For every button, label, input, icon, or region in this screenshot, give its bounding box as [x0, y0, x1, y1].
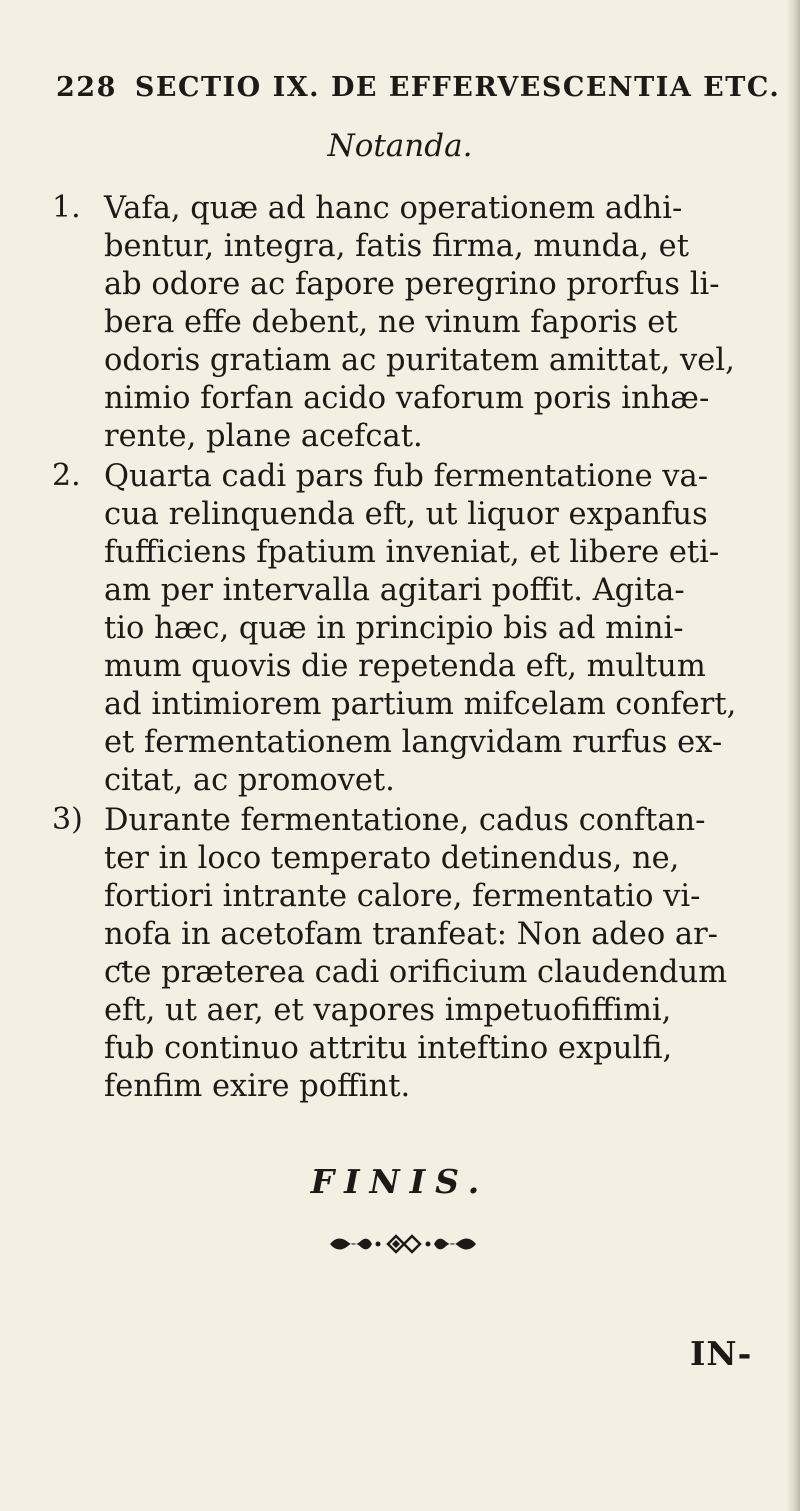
text-line: ƈte præterea cadi orificium claudendum — [104, 955, 728, 990]
catchword: IN- — [690, 1334, 753, 1373]
text-line: ad intimiorem partium mifcelam confert, — [104, 687, 737, 722]
text-line: bentur, integra, fatis firma, munda, et — [104, 229, 689, 264]
note-item-1 — [52, 190, 772, 456]
text-line: Durante fermentatione, cadus conftan- — [104, 803, 706, 838]
text-line: am per intervalla agitari poffit. Agita- — [104, 573, 685, 608]
page-edge-shadow — [786, 0, 800, 1511]
note-number: 1. — [52, 190, 81, 225]
finis-heading: FINIS. — [310, 1162, 490, 1201]
text-line: fortiori intrante calore, fermentatio vi- — [104, 879, 701, 914]
page-number: 228 — [56, 72, 117, 103]
text-line: fenfim exire poffint. — [104, 1069, 411, 1104]
text-line: odoris gratiam ac puritatem amittat, vel, — [104, 343, 735, 378]
text-line: eft, ut aer, et vapores impetuofiffimi, — [104, 993, 672, 1028]
text-line: fub continuo attritu inteftino expulfi, — [104, 1031, 673, 1066]
text-line: Vafa, quæ ad hanc operationem adhi- — [104, 191, 683, 226]
text-line: mum quovis die repetenda eft, multum — [104, 649, 706, 684]
section-title: Notanda. — [327, 128, 473, 164]
text-line: nimio forfan acido vaforum poris inhæ- — [104, 381, 710, 416]
text-line: nofa in acetofam tranfeat: Non adeo ar- — [104, 917, 718, 952]
text-line: cua relinquenda eft, ut liquor expanfus — [104, 497, 708, 532]
text-line: tio hæc, quæ in principio bis ad mini- — [104, 611, 684, 646]
note-number: 2. — [52, 458, 81, 493]
text-line: fufficiens fpatium inveniat, et libere eti- — [104, 535, 720, 570]
text-line: Quarta cadi pars fub fermentatione va- — [104, 459, 709, 494]
running-head-title: SECTIO IX. DE EFFERVESCENTIA ETC. — [134, 72, 781, 103]
text-line: citat, ac promovet. — [104, 763, 395, 798]
note-item-3 — [52, 802, 772, 1106]
note-item-2 — [52, 458, 772, 800]
text-line: rente, plane acefcat. — [104, 419, 423, 454]
running-head — [56, 72, 781, 103]
printers-ornament-icon — [328, 1232, 478, 1260]
note-number: 3) — [52, 802, 83, 837]
text-line: bera effe debent, ne vinum faporis et — [104, 305, 678, 340]
text-line: ab odore ac fapore peregrino prorfus li- — [104, 267, 720, 302]
text-line: ter in loco temperato detinendus, ne, — [104, 841, 680, 876]
text-line: et fermentationem langvidam rurfus ex- — [104, 725, 723, 760]
